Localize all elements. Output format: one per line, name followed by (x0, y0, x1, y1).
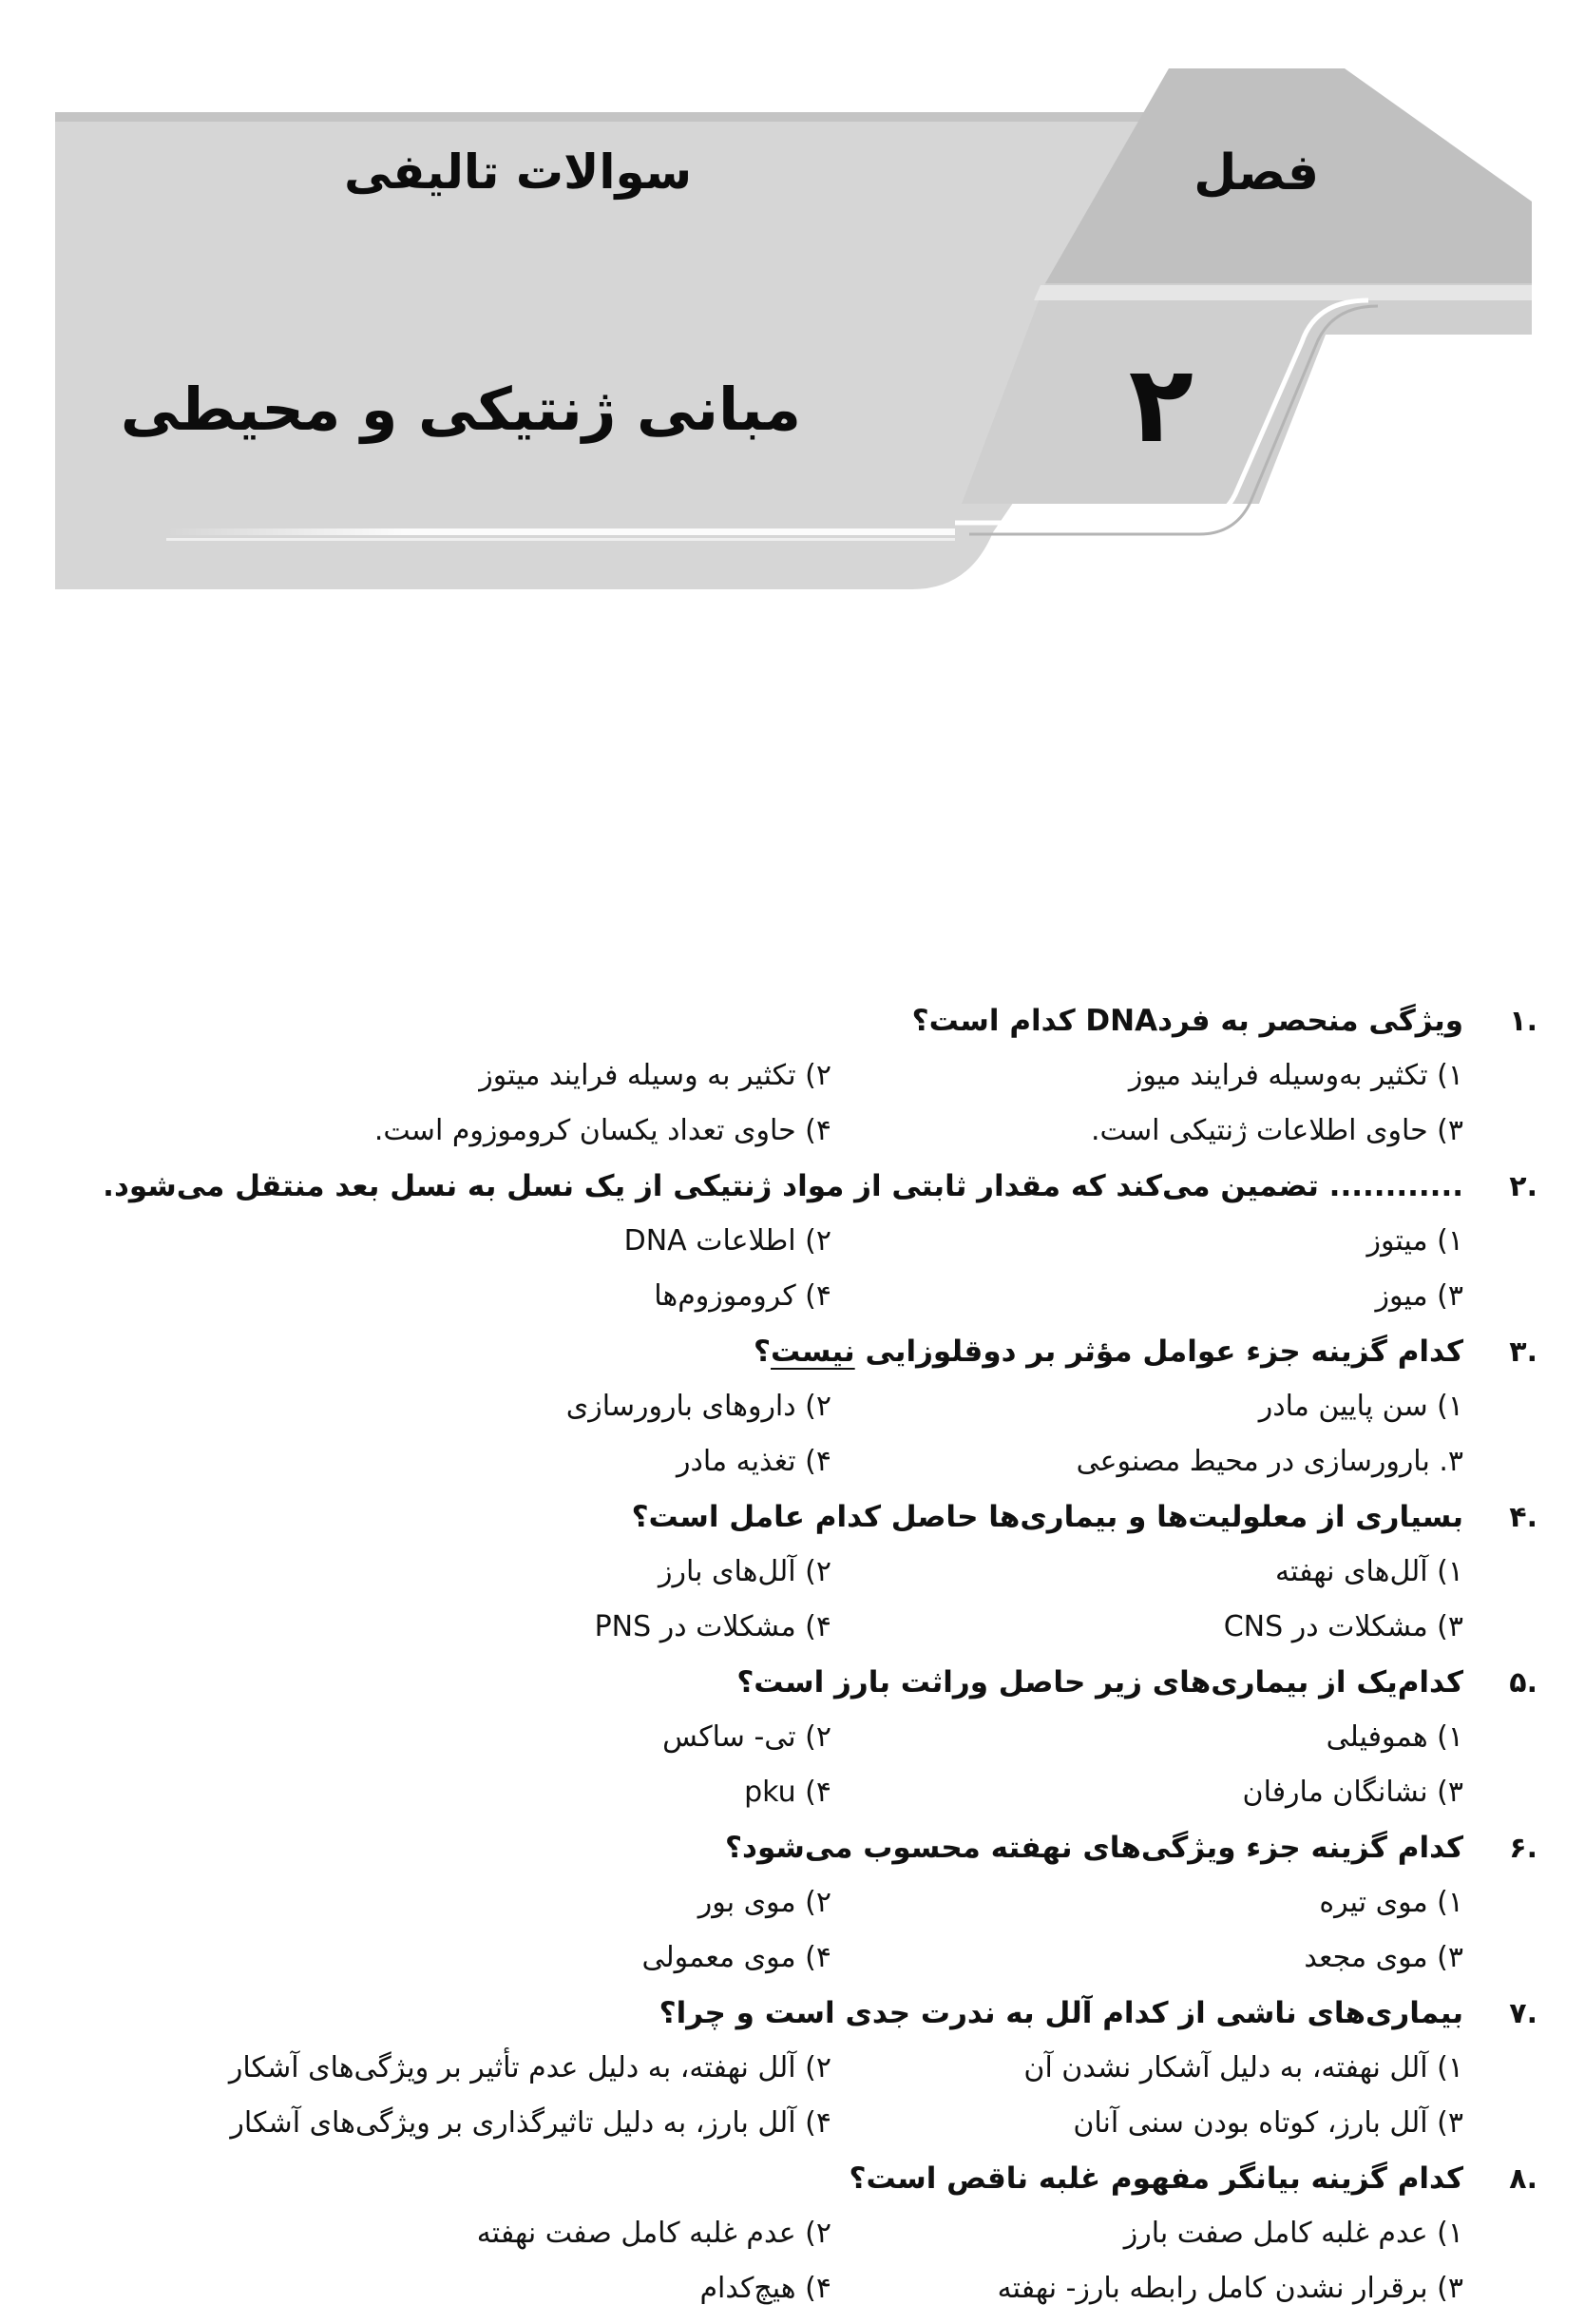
question-8 (93, 2151, 1537, 2316)
option-2: ۲) آلل نهفته، به دلیل عدم تأثیر بر ویژگی‌های آشکار (228, 2051, 831, 2084)
question-number: .۸ (1509, 2162, 1537, 2196)
chapter-title: مبانی ژنتیکی و محیطی (120, 375, 801, 444)
question-number: .۳ (1509, 1335, 1537, 1369)
option-3: ۳) نشانگان مارفان (1242, 1776, 1463, 1809)
question-number: .۲ (1509, 1170, 1537, 1203)
question-2 (93, 1159, 1537, 1324)
question-number: .۶ (1509, 1832, 1537, 1865)
option-4: ۴) آلل بارز، به دلیل تاثیرگذاری بر ویژگی‌های آشکار (230, 2106, 831, 2140)
chapter-number: ۲ (1128, 343, 1194, 467)
question-text: بیماری‌های ناشی از کدام آلل به ندرت جدی است و چرا؟ (659, 1996, 1463, 2030)
question-number: .۱ (1509, 1005, 1537, 1038)
option-4: ۴) مشکلات در PNS (594, 1610, 831, 1643)
option-2: ۲) داروهای بارورسازی (565, 1390, 831, 1423)
question-4 (93, 1489, 1537, 1655)
option-4: ۴) کروموزوم‌ها (654, 1279, 831, 1313)
chapter-label: فصل (1194, 144, 1319, 202)
question-text: کدام‌یک از بیماری‌های زیر حاصل وراثت بارز است؟ (736, 1665, 1463, 1700)
option-1: ۱) عدم غلبه کامل صفت بارز (1123, 2217, 1463, 2250)
option-1: ۱) میتوز (1366, 1224, 1463, 1258)
question-text-underlined: نیست (771, 1335, 855, 1369)
question-number: .۷ (1509, 1997, 1537, 2030)
option-4: ۴) موی معمولی (641, 1941, 831, 1974)
option-3: ۳) موی مجعد (1304, 1941, 1463, 1974)
chapter-banner (0, 0, 1585, 608)
option-2: ۲) عدم غلبه کامل صفت نهفته (476, 2217, 831, 2250)
question-text: کدام گزینه بیانگر مفهوم غلبه ناقص است؟ (849, 2161, 1463, 2196)
question-number: .۵ (1509, 1666, 1537, 1700)
option-3: ۳) آلل بارز، کوتاه بودن سنی آنان (1073, 2106, 1463, 2140)
option-3: ۳) برقرار نشدن کامل رابطه بارز- نهفته (997, 2272, 1463, 2305)
question-text: ............ تضمین می‌کند که مقدار ثابتی از مواد ژنتیکی از یک نسل به نسل بعد منتقل می‌شود. (103, 1169, 1463, 1203)
question-text: ویژگی منحصر به فردDNA کدام است؟ (911, 1004, 1463, 1038)
question-list (93, 993, 1537, 2316)
option-1: ۱) سن پایین مادر (1258, 1390, 1463, 1423)
option-2: ۲) موی بور (697, 1886, 831, 1919)
option-3: ۳) مشکلات در CNS (1223, 1610, 1463, 1643)
question-text-highlight: DNA (1085, 1004, 1158, 1038)
question-5 (93, 1655, 1537, 1820)
option-1: ۱) آلل‌های نهفته (1274, 1555, 1463, 1588)
option-2: ۲) تی- ساکس (662, 1720, 831, 1754)
question-6 (93, 1820, 1537, 1986)
question-number: .۴ (1509, 1501, 1537, 1534)
option-3: ۳) میوز (1375, 1279, 1463, 1313)
option-1: ۱) موی تیره (1319, 1886, 1463, 1919)
option-4: ۴) pku (744, 1776, 831, 1809)
option-4: ۴) حاوی تعداد یکسان کروموزوم است. (373, 1114, 831, 1147)
option-3: ۳) حاوی اطلاعات ژنتیکی است. (1090, 1114, 1463, 1147)
question-3 (93, 1324, 1537, 1489)
option-1: ۱) آلل نهفته، به دلیل آشکار نشدن آن (1023, 2051, 1463, 2084)
option-4: ۴) هیچ‌کدام (699, 2272, 831, 2305)
book-section-title: سوالات تالیفی (344, 144, 692, 200)
question-7 (93, 1986, 1537, 2151)
question-text: کدام گزینه جزء عوامل مؤثر بر دوقلوزایی نیست؟ (754, 1335, 1463, 1369)
option-4: ۴) تغذیه مادر (677, 1445, 831, 1478)
option-3: ۳. بارورسازی در محیط مصنوعی (1076, 1445, 1463, 1478)
option-2: ۲) آلل‌های بارز (658, 1555, 831, 1588)
option-1: ۱) هموفیلی (1326, 1720, 1463, 1754)
question-text: کدام گزینه جزء ویژگی‌های نهفته محسوب می‌شود؟ (725, 1831, 1463, 1865)
option-1: ۱) تکثیر به‌وسیله فرایند میوز (1128, 1059, 1463, 1092)
question-1 (93, 993, 1537, 1159)
option-2: ۲) تکثیر به وسیله فرایند میتوز (479, 1059, 831, 1092)
option-2: ۲) اطلاعات DNA (623, 1224, 831, 1258)
question-text: بسیاری از معلولیت‌ها و بیماری‌ها حاصل کدام عامل است؟ (631, 1500, 1463, 1534)
